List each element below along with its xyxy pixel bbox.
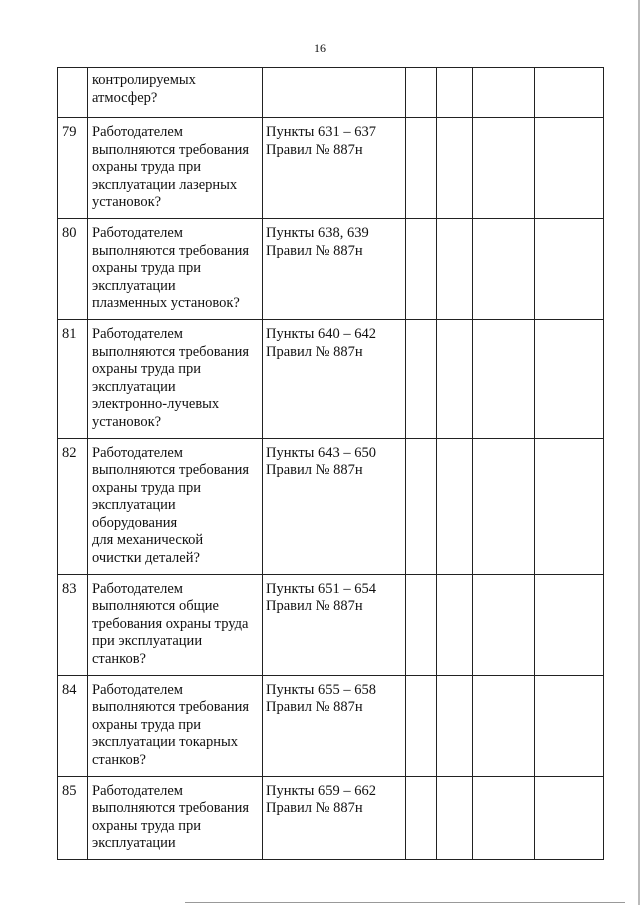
requirement-text: Работодателем выполняются требования охраны труда при эксплуатации (88, 776, 263, 859)
answer-cell (535, 118, 604, 219)
answer-cell (437, 675, 473, 776)
requirement-text: Работодателем выполняются общие требования охраны труда при эксплуатации станков? (88, 574, 263, 675)
answer-cell (437, 118, 473, 219)
row-number: 81 (58, 319, 88, 438)
answer-cell (473, 675, 535, 776)
table-row (58, 675, 604, 776)
answer-cell (437, 438, 473, 574)
answer-cell (437, 319, 473, 438)
table-row (58, 68, 604, 118)
answer-cell (473, 118, 535, 219)
table-row (58, 574, 604, 675)
regulation-reference: Пункты 659 – 662 Правил № 887н (263, 776, 406, 859)
answer-cell (535, 776, 604, 859)
answer-cell (437, 68, 473, 118)
answer-cell (406, 675, 437, 776)
answer-cell (406, 68, 437, 118)
row-number: 85 (58, 776, 88, 859)
row-number (58, 68, 88, 118)
regulation-reference: Пункты 631 – 637 Правил № 887н (263, 118, 406, 219)
answer-cell (406, 319, 437, 438)
answer-cell (535, 218, 604, 319)
requirement-text: контролируемых атмосфер? (88, 68, 263, 118)
answer-cell (535, 438, 604, 574)
regulation-reference: Пункты 638, 639 Правил № 887н (263, 218, 406, 319)
answer-cell (473, 574, 535, 675)
answer-cell (437, 574, 473, 675)
answer-cell (437, 218, 473, 319)
answer-cell (473, 776, 535, 859)
checklist-table (57, 67, 604, 860)
answer-cell (406, 438, 437, 574)
regulation-reference: Пункты 643 – 650 Правил № 887н (263, 438, 406, 574)
answer-cell (473, 218, 535, 319)
answer-cell (406, 218, 437, 319)
table-row (58, 118, 604, 219)
row-number: 79 (58, 118, 88, 219)
answer-cell (535, 319, 604, 438)
answer-cell (437, 776, 473, 859)
answer-cell (406, 118, 437, 219)
answer-cell (473, 68, 535, 118)
answer-cell (473, 438, 535, 574)
requirement-text: Работодателем выполняются требования охраны труда при эксплуатации лазерных установок? (88, 118, 263, 219)
requirement-text: Работодателем выполняются требования охраны труда при эксплуатации токарных станков? (88, 675, 263, 776)
table-row (58, 776, 604, 859)
regulation-reference: Пункты 655 – 658 Правил № 887н (263, 675, 406, 776)
row-number: 84 (58, 675, 88, 776)
answer-cell (473, 319, 535, 438)
answer-cell (535, 675, 604, 776)
table-row (58, 319, 604, 438)
row-number: 82 (58, 438, 88, 574)
row-number: 80 (58, 218, 88, 319)
answer-cell (535, 68, 604, 118)
regulation-reference: Пункты 640 – 642 Правил № 887н (263, 319, 406, 438)
table-row (58, 438, 604, 574)
answer-cell (406, 776, 437, 859)
requirement-text: Работодателем выполняются требования охраны труда при эксплуатации оборудования для механической очистки деталей? (88, 438, 263, 574)
answer-cell (406, 574, 437, 675)
requirement-text: Работодателем выполняются требования охраны труда при эксплуатации электронно-лучевых установок? (88, 319, 263, 438)
row-number: 83 (58, 574, 88, 675)
scan-edge-line (185, 902, 625, 903)
requirement-text: Работодателем выполняются требования охраны труда при эксплуатации плазменных установок? (88, 218, 263, 319)
regulation-reference (263, 68, 406, 118)
answer-cell (535, 574, 604, 675)
table-row (58, 218, 604, 319)
page-number: 16 (314, 41, 326, 55)
regulation-reference: Пункты 651 – 654 Правил № 887н (263, 574, 406, 675)
